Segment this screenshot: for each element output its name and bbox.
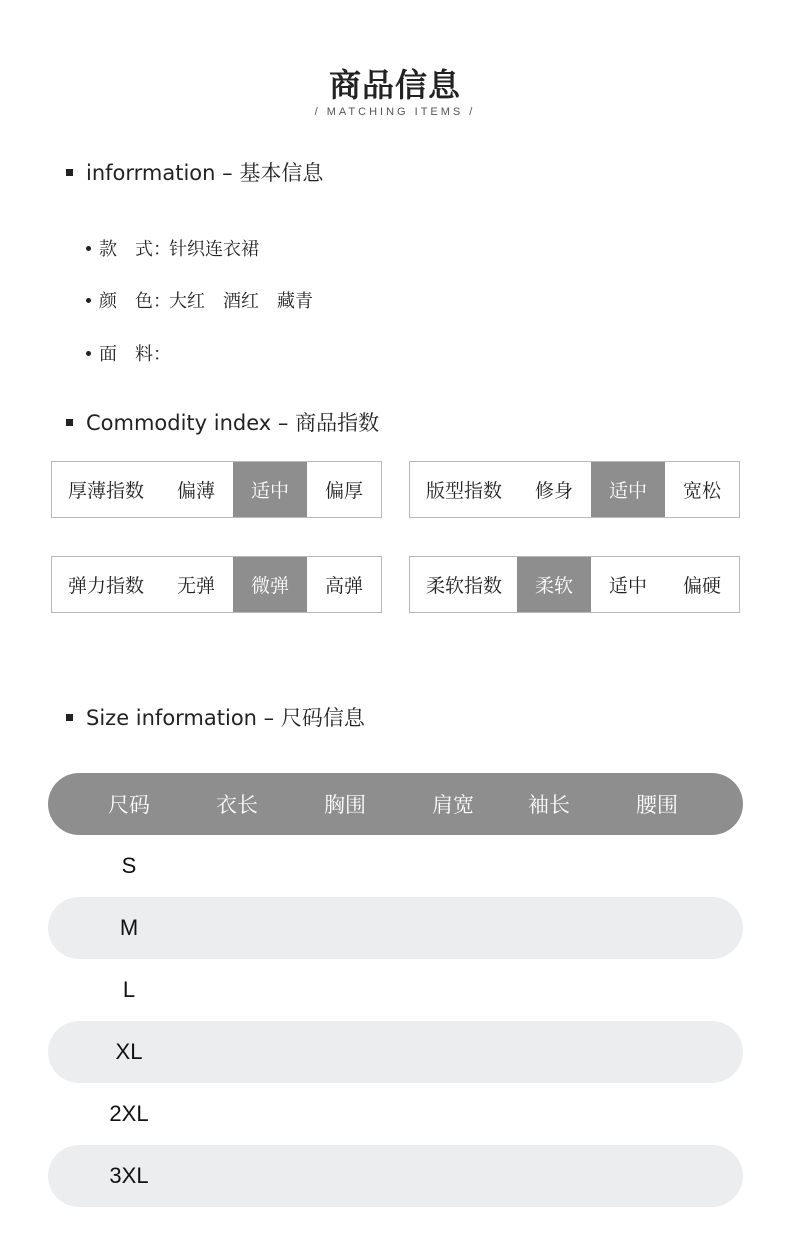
info-value: 大红 酒红 藏青 (169, 291, 313, 312)
page-subtitle: / MATCHING ITEMS / (314, 106, 476, 118)
section-header-size (66, 704, 365, 730)
dot-bullet-icon (86, 298, 91, 303)
index-option: 偏薄 (176, 480, 215, 502)
page-title: 商品信息 (328, 66, 461, 104)
size-row (48, 835, 743, 897)
info-label: 款 式： (99, 239, 171, 260)
size-column-header: 衣长 (216, 793, 258, 817)
size-column-header: 腰围 (636, 793, 678, 817)
square-bullet-icon (66, 419, 73, 426)
index-name: 柔软指数 (426, 575, 503, 597)
index-box-elasticity (51, 556, 382, 613)
index-name: 弹力指数 (68, 575, 145, 597)
size-value: S (121, 853, 137, 878)
size-value: 3XL (109, 1163, 149, 1188)
info-label: 颜 色： (99, 291, 171, 312)
info-line-color (86, 288, 313, 312)
info-line-style (86, 236, 259, 260)
index-box-thickness (51, 461, 382, 518)
index-name: 厚薄指数 (68, 480, 145, 502)
index-option: 无弹 (176, 575, 215, 597)
index-option: 修身 (534, 480, 573, 502)
size-value: M (119, 915, 139, 940)
section-header-information (66, 159, 323, 185)
index-option: 微弹 (233, 557, 307, 612)
index-option: 宽松 (682, 480, 721, 502)
info-label: 面 料： (99, 344, 171, 365)
index-option: 柔软 (517, 557, 591, 612)
info-line-fabric (86, 341, 169, 365)
index-option: 偏厚 (324, 480, 363, 502)
index-option: 偏硬 (682, 575, 721, 597)
section-title-information: inforrmation – 基本信息 (86, 161, 324, 185)
index-box-softness (409, 556, 740, 613)
dot-bullet-icon (86, 351, 91, 356)
dot-bullet-icon (86, 246, 91, 251)
size-row (48, 1083, 743, 1145)
size-row (48, 897, 743, 959)
size-table-header (48, 773, 743, 835)
index-option: 适中 (233, 462, 307, 517)
index-name: 版型指数 (426, 480, 503, 502)
index-option: 高弹 (324, 575, 363, 597)
size-value: L (122, 977, 136, 1002)
size-column-header: 胸围 (324, 793, 366, 817)
size-column-header: 尺码 (108, 793, 150, 817)
index-option: 适中 (608, 575, 647, 597)
index-box-fit (409, 461, 740, 518)
info-value: 针织连衣裙 (169, 239, 259, 260)
size-row (48, 959, 743, 1021)
section-title-index: Commodity index – 商品指数 (86, 411, 380, 435)
index-option: 适中 (591, 462, 665, 517)
section-header-index (66, 409, 379, 435)
size-value: XL (115, 1039, 143, 1064)
square-bullet-icon (66, 169, 73, 176)
size-value: 2XL (109, 1101, 149, 1126)
section-title-size: Size information – 尺码信息 (86, 706, 365, 730)
size-column-header: 袖长 (528, 793, 570, 817)
size-row (48, 1021, 743, 1083)
size-row (48, 1145, 743, 1207)
square-bullet-icon (66, 714, 73, 721)
size-column-header: 肩宽 (432, 793, 474, 817)
